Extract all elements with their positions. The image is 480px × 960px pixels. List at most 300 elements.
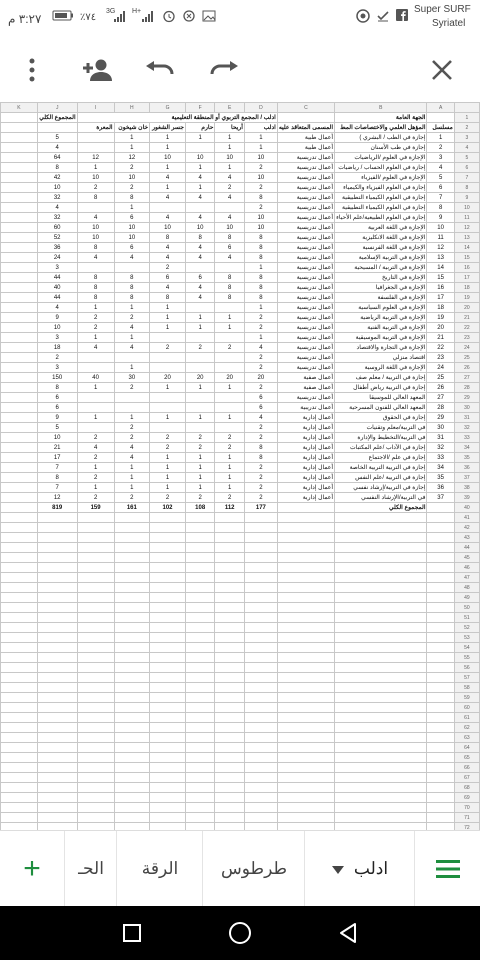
cell-idlib[interactable]: 2 bbox=[244, 203, 277, 213]
grid-cell[interactable] bbox=[77, 763, 114, 773]
cell-qualification[interactable]: إجازة في الطب / البشري ) bbox=[335, 133, 427, 143]
grid-cell[interactable] bbox=[185, 713, 215, 723]
cell-idlib[interactable]: 2 bbox=[244, 473, 277, 483]
grid-cell[interactable] bbox=[37, 743, 77, 753]
cell-maarat[interactable] bbox=[77, 403, 114, 413]
cell-serial[interactable]: 1 bbox=[427, 133, 454, 143]
grid-cell[interactable] bbox=[150, 533, 186, 543]
grid-cell[interactable] bbox=[37, 523, 77, 533]
grid-cell[interactable] bbox=[1, 473, 38, 483]
grid-cell[interactable] bbox=[427, 813, 454, 823]
row-number[interactable]: 60 bbox=[454, 703, 479, 713]
grid-cell[interactable] bbox=[150, 513, 186, 523]
cell-jisr-alshughur[interactable]: 1 bbox=[150, 453, 186, 463]
grid-cell[interactable] bbox=[1, 503, 38, 513]
grid-cell[interactable] bbox=[1, 813, 38, 823]
grid-cell[interactable] bbox=[114, 803, 150, 813]
grid-cell[interactable] bbox=[150, 643, 186, 653]
grid-cell[interactable] bbox=[244, 533, 277, 543]
cell-harem[interactable] bbox=[185, 363, 215, 373]
grid-cell[interactable] bbox=[114, 603, 150, 613]
grid-cell[interactable] bbox=[114, 523, 150, 533]
grid-cell[interactable] bbox=[77, 753, 114, 763]
close-icon[interactable] bbox=[426, 52, 458, 88]
total-cell[interactable]: 21 bbox=[37, 443, 77, 453]
cell-job-type[interactable]: أعمال تدريسية bbox=[277, 173, 334, 183]
cell-qualification[interactable]: الإجازة في الجغرافيا bbox=[335, 283, 427, 293]
grid-cell[interactable] bbox=[335, 563, 427, 573]
cell-qualification[interactable]: الإجازة في اللغة الفرنسية bbox=[335, 243, 427, 253]
cell-maarat[interactable] bbox=[77, 363, 114, 373]
grid-cell[interactable] bbox=[277, 543, 334, 553]
total-cell[interactable]: 44 bbox=[37, 273, 77, 283]
cell-maarat[interactable]: 8 bbox=[77, 243, 114, 253]
grid-cell[interactable] bbox=[150, 563, 186, 573]
grid-cell[interactable] bbox=[114, 753, 150, 763]
cell-ariha[interactable]: 1 bbox=[215, 473, 244, 483]
cell-serial[interactable]: 27 bbox=[427, 393, 454, 403]
cell-maarat[interactable]: 2 bbox=[77, 433, 114, 443]
cell-khan-sheikhoun[interactable]: 1 bbox=[114, 463, 150, 473]
grid-cell[interactable] bbox=[1, 423, 38, 433]
grid-cell[interactable] bbox=[244, 653, 277, 663]
cell-ariha[interactable]: 1 bbox=[215, 323, 244, 333]
grid-cell[interactable] bbox=[114, 793, 150, 803]
grid-cell[interactable] bbox=[37, 733, 77, 743]
cell-maarat[interactable]: 40 bbox=[77, 373, 114, 383]
cell-harem[interactable]: 1 bbox=[185, 383, 215, 393]
grid-cell[interactable] bbox=[244, 643, 277, 653]
cell-serial[interactable]: 37 bbox=[427, 493, 454, 503]
grid-cell[interactable] bbox=[37, 573, 77, 583]
cell-jisr-alshughur[interactable]: 6 bbox=[150, 273, 186, 283]
cell-jisr-alshughur[interactable] bbox=[150, 403, 186, 413]
grid-cell[interactable] bbox=[1, 133, 38, 143]
grid-cell[interactable] bbox=[277, 813, 334, 823]
grid-cell[interactable] bbox=[427, 823, 454, 831]
grid-cell[interactable] bbox=[1, 283, 38, 293]
grid-cell[interactable] bbox=[335, 783, 427, 793]
grid-cell[interactable] bbox=[1, 213, 38, 223]
grid-cell[interactable] bbox=[1, 403, 38, 413]
cell-khan-sheikhoun[interactable]: 2 bbox=[114, 423, 150, 433]
grid-cell[interactable] bbox=[1, 563, 38, 573]
row-number[interactable]: 64 bbox=[454, 743, 479, 753]
grid-cell[interactable] bbox=[185, 763, 215, 773]
grid-cell[interactable] bbox=[244, 723, 277, 733]
grid-cell[interactable] bbox=[1, 793, 38, 803]
grid-cell[interactable] bbox=[185, 523, 215, 533]
grid-cell[interactable] bbox=[244, 753, 277, 763]
cell-harem[interactable]: 1 bbox=[185, 413, 215, 423]
grid-cell[interactable] bbox=[427, 543, 454, 553]
cell-ariha[interactable] bbox=[215, 333, 244, 343]
grid-cell[interactable] bbox=[114, 693, 150, 703]
grid-cell[interactable] bbox=[335, 673, 427, 683]
cell-serial[interactable]: 26 bbox=[427, 383, 454, 393]
cell-qualification[interactable]: الإجازة في التربية الرياضية bbox=[335, 313, 427, 323]
cell-job-type[interactable]: أعمال تدريسية bbox=[277, 213, 334, 223]
grid-cell[interactable] bbox=[335, 803, 427, 813]
cell-idlib[interactable]: 8 bbox=[244, 273, 277, 283]
grid-cell[interactable] bbox=[427, 743, 454, 753]
cell-job-type[interactable]: أعمال تدريسية bbox=[277, 193, 334, 203]
cell-idlib[interactable]: 8 bbox=[244, 453, 277, 463]
grid-cell[interactable] bbox=[244, 773, 277, 783]
cell-ariha[interactable]: 1 bbox=[215, 163, 244, 173]
grid-cell[interactable] bbox=[427, 533, 454, 543]
cell-jisr-alshughur[interactable]: 4 bbox=[150, 253, 186, 263]
grid-cell[interactable] bbox=[37, 623, 77, 633]
grid-cell[interactable] bbox=[335, 523, 427, 533]
cell-khan-sheikhoun[interactable]: 6 bbox=[114, 243, 150, 253]
cell-maarat[interactable]: 10 bbox=[77, 223, 114, 233]
cell-serial[interactable]: 19 bbox=[427, 313, 454, 323]
grid-cell[interactable] bbox=[1, 343, 38, 353]
cell-qualification[interactable]: الإجازة في التجارة والاقتصاد bbox=[335, 343, 427, 353]
row-number[interactable]: 70 bbox=[454, 803, 479, 813]
cell-serial[interactable]: 11 bbox=[427, 233, 454, 243]
grid-cell[interactable] bbox=[244, 553, 277, 563]
cell-khan-sheikhoun[interactable]: 4 bbox=[114, 443, 150, 453]
grid-cell[interactable] bbox=[114, 673, 150, 683]
grid-cell[interactable] bbox=[150, 783, 186, 793]
grid-cell[interactable] bbox=[277, 523, 334, 533]
grid-cell[interactable] bbox=[215, 773, 244, 783]
grid-cell[interactable] bbox=[277, 823, 334, 831]
grid-cell[interactable] bbox=[277, 633, 334, 643]
grid-cell[interactable] bbox=[150, 673, 186, 683]
row-number[interactable]: 37 bbox=[454, 473, 479, 483]
cell-maarat[interactable]: 1 bbox=[77, 163, 114, 173]
grid-cell[interactable] bbox=[77, 583, 114, 593]
grid-cell[interactable] bbox=[427, 513, 454, 523]
grid-cell[interactable] bbox=[215, 673, 244, 683]
total-cell[interactable]: 150 bbox=[37, 373, 77, 383]
grid-cell[interactable] bbox=[244, 733, 277, 743]
total-cell[interactable]: 17 bbox=[37, 453, 77, 463]
cell-jisr-alshughur[interactable] bbox=[150, 423, 186, 433]
total-cell[interactable]: 3 bbox=[37, 263, 77, 273]
total-cell[interactable]: 7 bbox=[37, 463, 77, 473]
cell-job-type[interactable]: أعمال طبية bbox=[277, 133, 334, 143]
spreadsheet-table[interactable] bbox=[0, 102, 480, 830]
cell-job-type[interactable]: أعمال إدارية bbox=[277, 433, 334, 443]
cell-serial[interactable]: 24 bbox=[427, 363, 454, 373]
grid-cell[interactable] bbox=[427, 723, 454, 733]
grid-cell[interactable] bbox=[1, 363, 38, 373]
grid-cell[interactable] bbox=[114, 553, 150, 563]
cell-serial[interactable]: 4 bbox=[427, 163, 454, 173]
total-cell[interactable]: 44 bbox=[37, 293, 77, 303]
cell-serial[interactable]: 3 bbox=[427, 153, 454, 163]
cell-ariha[interactable]: 10 bbox=[215, 223, 244, 233]
grid-cell[interactable] bbox=[37, 513, 77, 523]
cell-jisr-alshughur[interactable]: 10 bbox=[150, 223, 186, 233]
cell-ariha[interactable]: 2 bbox=[215, 343, 244, 353]
grid-cell[interactable] bbox=[277, 623, 334, 633]
grid-cell[interactable] bbox=[215, 543, 244, 553]
grid-cell[interactable] bbox=[37, 643, 77, 653]
grid-cell[interactable] bbox=[335, 643, 427, 653]
grid-cell[interactable] bbox=[150, 653, 186, 663]
grid-cell[interactable] bbox=[37, 593, 77, 603]
total-cell[interactable]: 4 bbox=[37, 303, 77, 313]
grid-cell[interactable] bbox=[150, 703, 186, 713]
row-number[interactable]: 71 bbox=[454, 813, 479, 823]
cell-jisr-alshughur[interactable]: 1 bbox=[150, 163, 186, 173]
cell-idlib[interactable]: 2 bbox=[244, 493, 277, 503]
grid-cell[interactable] bbox=[244, 623, 277, 633]
grid-cell[interactable] bbox=[37, 633, 77, 643]
grid-cell[interactable] bbox=[77, 603, 114, 613]
grid-cell[interactable] bbox=[1, 583, 38, 593]
row-number[interactable]: 54 bbox=[454, 643, 479, 653]
grid-cell[interactable] bbox=[150, 523, 186, 533]
cell-maarat[interactable]: 8 bbox=[77, 283, 114, 293]
cell-ariha[interactable] bbox=[215, 203, 244, 213]
grid-cell[interactable] bbox=[1, 733, 38, 743]
cell-serial[interactable]: 20 bbox=[427, 323, 454, 333]
grid-cell[interactable] bbox=[335, 813, 427, 823]
cell-serial[interactable]: 17 bbox=[427, 293, 454, 303]
grid-cell[interactable] bbox=[215, 553, 244, 563]
cell-qualification[interactable]: الإجازة في التربية الفنية bbox=[335, 323, 427, 333]
grid-cell[interactable] bbox=[185, 743, 215, 753]
cell-qualification[interactable]: في التربية/معلم وتقنيات bbox=[335, 423, 427, 433]
cell-maarat[interactable]: 2 bbox=[77, 183, 114, 193]
grid-cell[interactable] bbox=[1, 143, 38, 153]
row-number[interactable]: 5 bbox=[454, 153, 479, 163]
grid-cell[interactable] bbox=[1, 203, 38, 213]
grid-cell[interactable] bbox=[1, 303, 38, 313]
grid-cell[interactable] bbox=[37, 663, 77, 673]
cell-harem[interactable]: 10 bbox=[185, 153, 215, 163]
grid-cell[interactable] bbox=[335, 693, 427, 703]
cell-harem[interactable] bbox=[185, 353, 215, 363]
cell-qualification[interactable]: في التربية/الإرشاد النفسي bbox=[335, 493, 427, 503]
cell-harem[interactable]: 20 bbox=[185, 373, 215, 383]
grid-cell[interactable] bbox=[1, 163, 38, 173]
cell-jisr-alshughur[interactable]: 1 bbox=[150, 413, 186, 423]
cell-khan-sheikhoun[interactable]: 8 bbox=[114, 193, 150, 203]
cell-harem[interactable]: 4 bbox=[185, 213, 215, 223]
grid-cell[interactable] bbox=[114, 563, 150, 573]
grid-cell[interactable] bbox=[150, 773, 186, 783]
cell-jisr-alshughur[interactable]: 1 bbox=[150, 473, 186, 483]
cell-harem[interactable]: 6 bbox=[185, 273, 215, 283]
cell-harem[interactable] bbox=[185, 393, 215, 403]
cell-khan-sheikhoun[interactable]: 1 bbox=[114, 473, 150, 483]
cell-job-type[interactable]: أعمال تدريسية bbox=[277, 263, 334, 273]
row-number[interactable]: 3 bbox=[454, 133, 479, 143]
cell-khan-sheikhoun[interactable]: 4 bbox=[114, 343, 150, 353]
grid-cell[interactable] bbox=[215, 793, 244, 803]
grid-cell[interactable] bbox=[215, 723, 244, 733]
grid-cell[interactable] bbox=[244, 633, 277, 643]
grid-cell[interactable] bbox=[77, 593, 114, 603]
grid-cell[interactable] bbox=[1, 743, 38, 753]
grid-cell[interactable] bbox=[1, 513, 38, 523]
grid-cell[interactable] bbox=[185, 723, 215, 733]
cell-qualification[interactable]: في التربية/التخطيط والإدارة bbox=[335, 433, 427, 443]
grid-cell[interactable] bbox=[335, 623, 427, 633]
cell-qualification[interactable]: إجازة في التربية / معلم صف bbox=[335, 373, 427, 383]
grid-cell[interactable] bbox=[1, 433, 38, 443]
cell-jisr-alshughur[interactable]: 20 bbox=[150, 373, 186, 383]
more-vert-icon[interactable] bbox=[18, 52, 46, 88]
grid-cell[interactable] bbox=[427, 703, 454, 713]
grid-cell[interactable] bbox=[185, 533, 215, 543]
total-cell[interactable]: 10 bbox=[37, 323, 77, 333]
cell-harem[interactable] bbox=[185, 403, 215, 413]
cell-ariha[interactable]: 1 bbox=[215, 413, 244, 423]
grid-cell[interactable] bbox=[1, 723, 38, 733]
row-number[interactable]: 2 bbox=[454, 123, 479, 133]
grid-cell[interactable] bbox=[277, 603, 334, 613]
grid-cell[interactable] bbox=[77, 633, 114, 643]
grid-cell[interactable] bbox=[114, 823, 150, 831]
cell-jisr-alshughur[interactable]: 1 bbox=[150, 303, 186, 313]
row-number[interactable]: 10 bbox=[454, 203, 479, 213]
back-icon[interactable] bbox=[334, 919, 362, 947]
cell-serial[interactable]: 6 bbox=[427, 183, 454, 193]
tab-raqqa[interactable]: الرقة bbox=[116, 831, 203, 907]
cell-idlib[interactable]: 1 bbox=[244, 143, 277, 153]
cell-job-type[interactable]: أعمال تدريسية bbox=[277, 273, 334, 283]
grid-cell[interactable] bbox=[185, 573, 215, 583]
cell-maarat[interactable]: 1 bbox=[77, 463, 114, 473]
grid-cell[interactable] bbox=[335, 543, 427, 553]
cell-khan-sheikhoun[interactable]: 4 bbox=[114, 323, 150, 333]
grid-cell[interactable] bbox=[77, 553, 114, 563]
cell-harem[interactable]: 1 bbox=[185, 133, 215, 143]
grid-cell[interactable] bbox=[1, 493, 38, 503]
grid-cell[interactable] bbox=[215, 613, 244, 623]
total-cell[interactable]: 24 bbox=[37, 253, 77, 263]
cell-maarat[interactable] bbox=[77, 143, 114, 153]
grid-cell[interactable] bbox=[1, 573, 38, 583]
grid-cell[interactable] bbox=[427, 643, 454, 653]
grid-cell[interactable] bbox=[427, 663, 454, 673]
row-number[interactable]: 28 bbox=[454, 383, 479, 393]
total-cell[interactable]: 3 bbox=[37, 333, 77, 343]
cell-jisr-alshughur[interactable]: 4 bbox=[150, 243, 186, 253]
grid-cell[interactable] bbox=[1, 293, 38, 303]
cell-idlib[interactable]: 1 bbox=[244, 263, 277, 273]
cell-jisr-alshughur[interactable]: 1 bbox=[150, 183, 186, 193]
cell-serial[interactable]: 2 bbox=[427, 143, 454, 153]
total-j[interactable]: 819 bbox=[37, 503, 77, 513]
grid-cell[interactable] bbox=[37, 753, 77, 763]
cell-idlib[interactable]: 2 bbox=[244, 353, 277, 363]
grid-cell[interactable] bbox=[277, 513, 334, 523]
total-cell[interactable]: 36 bbox=[37, 243, 77, 253]
subheader-h[interactable]: خان شيخون bbox=[114, 123, 150, 133]
grid-cell[interactable] bbox=[335, 513, 427, 523]
row-number[interactable]: 13 bbox=[454, 233, 479, 243]
grid-cell[interactable] bbox=[1, 233, 38, 243]
redo-icon[interactable] bbox=[206, 52, 242, 88]
cell-khan-sheikhoun[interactable]: 10 bbox=[114, 173, 150, 183]
cell-khan-sheikhoun[interactable]: 10 bbox=[114, 223, 150, 233]
grid-cell[interactable] bbox=[427, 773, 454, 783]
grid-cell[interactable] bbox=[1, 623, 38, 633]
cell-job-type[interactable]: أعمال تدريسية bbox=[277, 323, 334, 333]
cell-idlib[interactable]: 2 bbox=[244, 163, 277, 173]
cell-khan-sheikhoun[interactable]: 4 bbox=[114, 253, 150, 263]
cell-harem[interactable]: 4 bbox=[185, 283, 215, 293]
cell-ariha[interactable] bbox=[215, 303, 244, 313]
row-number[interactable]: 23 bbox=[454, 333, 479, 343]
grid-cell[interactable] bbox=[277, 583, 334, 593]
row-number[interactable]: 44 bbox=[454, 543, 479, 553]
grid-cell[interactable] bbox=[244, 673, 277, 683]
cell-qualification[interactable]: الإجازة في التاريخ bbox=[335, 273, 427, 283]
grid-cell[interactable] bbox=[244, 823, 277, 831]
cell-harem[interactable]: 4 bbox=[185, 173, 215, 183]
cell-maarat[interactable]: 2 bbox=[77, 453, 114, 463]
grid-cell[interactable] bbox=[1, 523, 38, 533]
cell-khan-sheikhoun[interactable]: 1 bbox=[114, 203, 150, 213]
cell-qualification[interactable]: الإجازة في التربية الموسيقية bbox=[335, 333, 427, 343]
cell-idlib[interactable]: 1 bbox=[244, 303, 277, 313]
grid-cell[interactable] bbox=[77, 543, 114, 553]
tab-tartous[interactable]: طرطوس bbox=[202, 831, 305, 907]
cell-job-type[interactable]: أعمال تدريسية bbox=[277, 243, 334, 253]
cell-harem[interactable]: 2 bbox=[185, 493, 215, 503]
grid-cell[interactable] bbox=[215, 513, 244, 523]
cell-maarat[interactable]: 4 bbox=[77, 343, 114, 353]
cell-qualification[interactable]: إجازة في التربية التربية الخاصة bbox=[335, 463, 427, 473]
grid-cell[interactable] bbox=[427, 563, 454, 573]
cell-ariha[interactable]: 1 bbox=[215, 453, 244, 463]
grid-cell[interactable] bbox=[244, 683, 277, 693]
grid-cell[interactable] bbox=[335, 683, 427, 693]
grid-cell[interactable] bbox=[150, 823, 186, 831]
cell-khan-sheikhoun[interactable]: 2 bbox=[114, 433, 150, 443]
cell-maarat[interactable]: 2 bbox=[77, 323, 114, 333]
grid-cell[interactable] bbox=[215, 713, 244, 723]
grid-cell[interactable] bbox=[244, 703, 277, 713]
grid-cell[interactable] bbox=[150, 743, 186, 753]
cell-qualification[interactable]: إجازة في التربية رياض أطفال bbox=[335, 383, 427, 393]
row-number[interactable]: 22 bbox=[454, 323, 479, 333]
grid-cell[interactable] bbox=[335, 533, 427, 543]
grid-cell[interactable] bbox=[215, 533, 244, 543]
grid-cell[interactable] bbox=[215, 743, 244, 753]
grid-cell[interactable] bbox=[150, 793, 186, 803]
cell-khan-sheikhoun[interactable]: 2 bbox=[114, 383, 150, 393]
cell-jisr-alshughur[interactable]: 2 bbox=[150, 433, 186, 443]
cell-job-type[interactable]: أعمال تدريسية bbox=[277, 343, 334, 353]
grid-cell[interactable] bbox=[37, 613, 77, 623]
row-number[interactable]: 29 bbox=[454, 393, 479, 403]
cell-khan-sheikhoun[interactable] bbox=[114, 393, 150, 403]
grid-cell[interactable] bbox=[335, 703, 427, 713]
cell-ariha[interactable]: 2 bbox=[215, 183, 244, 193]
cell-job-type[interactable]: أعمال إدارية bbox=[277, 423, 334, 433]
grid-cell[interactable] bbox=[77, 803, 114, 813]
cell-ariha[interactable]: 1 bbox=[215, 133, 244, 143]
grid-cell[interactable] bbox=[1, 393, 38, 403]
grid-cell[interactable] bbox=[244, 513, 277, 523]
grid-cell[interactable] bbox=[77, 653, 114, 663]
grid-cell[interactable] bbox=[150, 633, 186, 643]
cell-khan-sheikhoun[interactable]: 8 bbox=[114, 273, 150, 283]
grid-cell[interactable] bbox=[277, 113, 334, 123]
cell-idlib[interactable]: 8 bbox=[244, 293, 277, 303]
